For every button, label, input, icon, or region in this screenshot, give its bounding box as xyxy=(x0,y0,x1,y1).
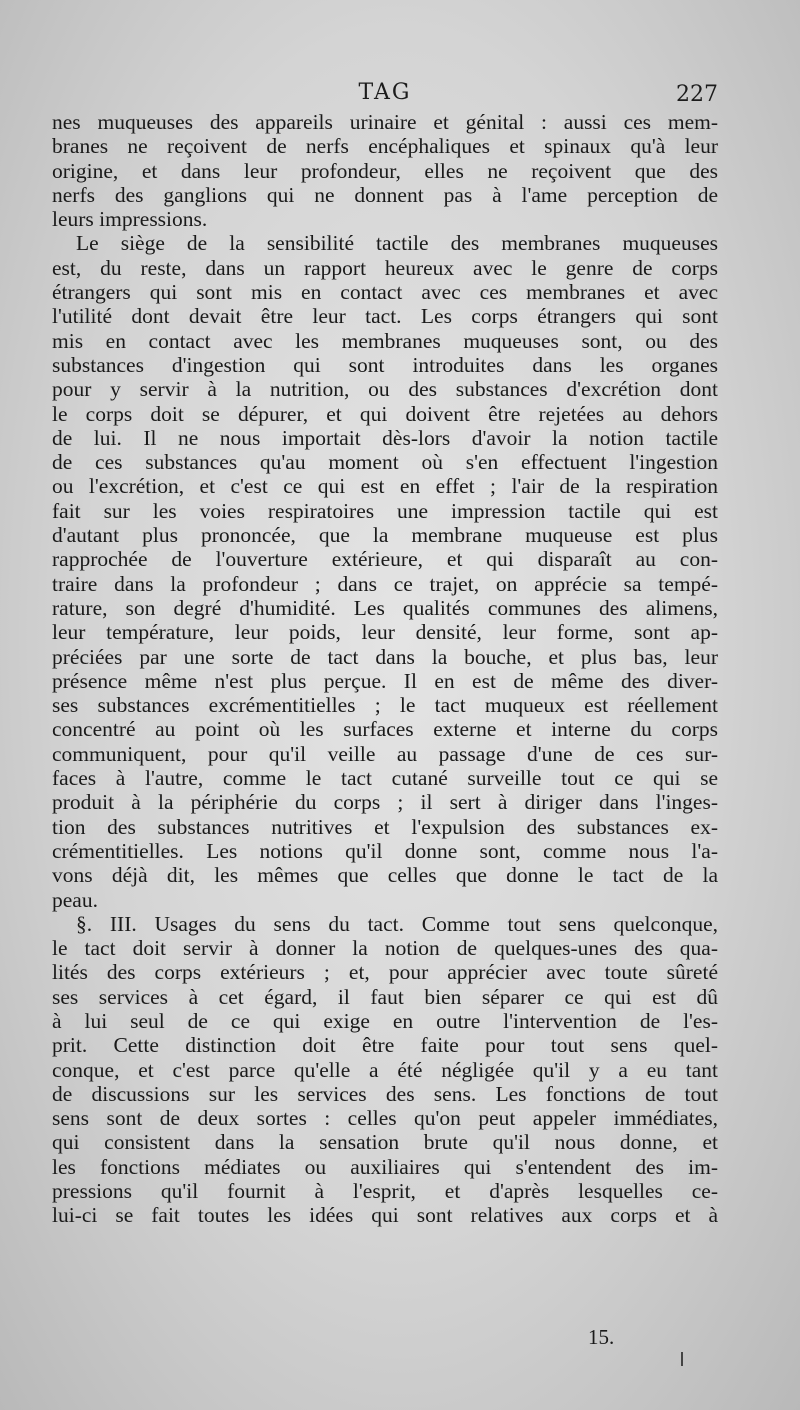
text-line: conque, et c'est parce qu'elle a été négligée qu'il y a eu tant xyxy=(52,1057,718,1082)
text-line: présence même n'est plus perçue. Il en est de même des diver- xyxy=(52,668,718,693)
text-line: de ces substances qu'au moment où s'en effectuent l'ingestion xyxy=(52,450,718,475)
text-line: mis en contact avec les membranes muqueuses sont, ou des xyxy=(52,328,718,353)
text-line: produit à la périphérie du corps ; il sert à diriger dans l'inges- xyxy=(52,790,718,815)
text-line: prit. Cette distinction doit être faite pour tout sens quel- xyxy=(52,1033,718,1058)
text-line: vons déjà dit, les mêmes que celles que donne le tact de la xyxy=(52,863,718,888)
text-line: étrangers qui sont mis en contact avec ces membranes et avec xyxy=(52,280,718,305)
section-heading-line: §. III. Usages du sens du tact. Comme tout sens quelconque, xyxy=(76,911,718,936)
text-line: d'autant plus prononcée, que la membrane muqueuse est plus xyxy=(52,523,718,548)
text-line: de lui. Il ne nous importait dès-lors d'avoir la notion tactile xyxy=(52,425,718,450)
text-line: préciées par une sorte de tact dans la bouche, et plus bas, leur xyxy=(52,644,718,669)
text-line: origine, et dans leur profondeur, elles ne reçoivent que des xyxy=(52,158,718,183)
text-line: tion des substances nutritives et l'expulsion des substances ex- xyxy=(52,814,718,839)
text-line: ses services à cet égard, il faut bien séparer ce qui est dû xyxy=(52,984,718,1009)
text-line: de discussions sur les services des sens. Les fonctions de tout xyxy=(52,1081,718,1106)
text-line: branes ne reçoivent de nerfs encéphaliques et spinaux qu'à leur xyxy=(52,134,718,159)
text-line: sens sont de deux sortes : celles qu'on peut appeler immédiates, xyxy=(52,1106,718,1131)
text-line: lui-ci se fait toutes les idées qui sont relatives aux corps et à xyxy=(52,1203,718,1228)
text-line: rapprochée de l'ouverture extérieure, et qui disparaît au con- xyxy=(52,547,718,572)
text-line: l'utilité dont devait être leur tact. Les corps étrangers qui sont xyxy=(52,304,718,329)
text-line: le tact doit servir à donner la notion de quelques-unes des qua- xyxy=(52,936,718,961)
text-line: ses substances excrémentitielles ; le tact muqueux est réellement xyxy=(52,693,718,718)
text-line: à lui seul de ce qui exige en outre l'intervention de l'es- xyxy=(52,1008,718,1033)
page-header xyxy=(52,80,718,110)
text-line: ou l'excrétion, et c'est ce qui est en effet ; l'air de la respiration xyxy=(52,474,718,499)
text-line: est, du reste, dans un rapport heureux avec le genre de corps xyxy=(52,255,718,280)
text-line: rature, son degré d'humidité. Les qualités communes des alimens, xyxy=(52,595,718,620)
text-line: nes muqueuses des appareils urinaire et génital : aussi ces mem- xyxy=(52,110,718,134)
body-text xyxy=(52,110,718,1228)
text-line: leurs impressions. xyxy=(52,207,208,232)
text-line: pressions qu'il fournit à l'esprit, et d'après lesquelles ce- xyxy=(52,1179,718,1204)
page-number: 227 xyxy=(676,82,718,107)
text-line: crémentitielles. Les notions qu'il donne sont, comme nous l'a- xyxy=(52,838,718,863)
text-line: traire dans la profondeur ; dans ce trajet, on apprécie sa tempé- xyxy=(52,571,718,596)
text-line: peau. xyxy=(52,887,98,912)
text-line: qui consistent dans la sensation brute qu'il nous donne, et xyxy=(52,1130,718,1155)
text-line: le corps doit se dépurer, et qui doivent être rejetées au dehors xyxy=(52,401,718,426)
text-line: leur température, leur poids, leur densité, leur forme, sont ap- xyxy=(52,620,718,645)
text-line: pour y servir à la nutrition, ou des substances d'excrétion dont xyxy=(52,377,718,402)
text-line: nerfs des ganglions qui ne donnent pas à l'ame perception de xyxy=(52,182,718,207)
text-line: lités des corps extérieurs ; et, pour apprécier avec toute sûreté xyxy=(52,960,718,985)
text-line: faces à l'autre, comme le tact cutané surveille tout ce qui se xyxy=(52,766,718,791)
text-line: substances d'ingestion qui sont introduites dans les organes xyxy=(52,352,718,377)
text-line: fait sur les voies respiratoires une impression tactile qui est xyxy=(52,498,718,523)
signature-mark: 15. xyxy=(588,1325,615,1349)
ink-mark xyxy=(681,1352,683,1366)
text-line: concentré au point où les surfaces externe et interne du corps xyxy=(52,717,718,742)
text-line: communiquent, pour qu'il veille au passage d'une de ces sur- xyxy=(52,741,718,766)
text-line: les fonctions médiates ou auxiliaires qui s'entendent des im- xyxy=(52,1154,718,1179)
running-head: TAG xyxy=(358,80,412,105)
paragraph-start-line: Le siège de la sensibilité tactile des membranes muqueuses xyxy=(76,231,718,256)
